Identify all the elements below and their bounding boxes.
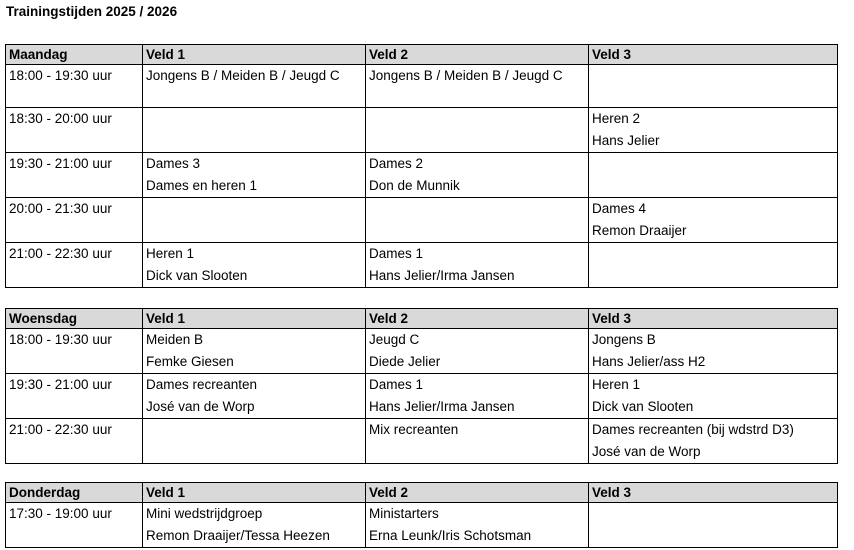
trainer-label: Hans Jelier/Irma Jansen bbox=[369, 399, 515, 414]
time-cell bbox=[6, 198, 143, 243]
trainer-label: Don de Munnik bbox=[369, 178, 460, 193]
team-label: Heren 1 bbox=[146, 246, 195, 261]
session-cell bbox=[589, 198, 838, 243]
trainer-label: Hans Jelier bbox=[592, 133, 660, 148]
session-cell bbox=[366, 374, 589, 419]
trainer-label: Hans Jelier/ass H2 bbox=[592, 354, 706, 369]
session-cell bbox=[366, 198, 589, 243]
time-cell bbox=[6, 329, 143, 374]
field-header: Veld 3 bbox=[589, 309, 838, 329]
field-header: Veld 2 bbox=[366, 483, 589, 503]
team-label: Jeugd C bbox=[369, 332, 420, 347]
schedule-table-maandag bbox=[5, 44, 838, 288]
field-header: Veld 2 bbox=[366, 45, 589, 65]
table-row bbox=[6, 198, 838, 243]
table-row bbox=[6, 503, 838, 548]
session-cell bbox=[589, 419, 838, 464]
session-cell bbox=[589, 243, 838, 288]
session-cell bbox=[366, 153, 589, 198]
team-label: Dames 1 bbox=[369, 377, 424, 392]
team-label: Dames recreanten bbox=[146, 377, 258, 392]
trainer-label: José van de Worp bbox=[592, 444, 701, 459]
field-header: Veld 3 bbox=[589, 45, 838, 65]
team-label: Dames recreanten (bij wdstrd D3) bbox=[592, 422, 794, 437]
field-header: Veld 1 bbox=[143, 309, 366, 329]
day-header: Donderdag bbox=[6, 483, 143, 503]
trainer-label: Dames en heren 1 bbox=[146, 178, 258, 193]
team-label: Heren 1 bbox=[592, 377, 641, 392]
time-label: 19:30 - 21:00 uur bbox=[9, 156, 112, 171]
page-title: Trainingstijden 2025 / 2026 bbox=[6, 4, 178, 19]
time-label: 17:30 - 19:00 uur bbox=[9, 506, 112, 521]
session-cell bbox=[143, 329, 366, 374]
time-label: 18:00 - 19:30 uur bbox=[9, 332, 112, 347]
session-cell bbox=[589, 329, 838, 374]
field-header: Veld 1 bbox=[143, 45, 366, 65]
team-label: Dames 3 bbox=[146, 156, 201, 171]
field-header: Veld 2 bbox=[366, 309, 589, 329]
team-label: Meiden B bbox=[146, 332, 204, 347]
trainer-label: José van de Worp bbox=[146, 399, 255, 414]
team-label: Dames 4 bbox=[592, 201, 647, 216]
time-label: 18:00 - 19:30 uur bbox=[9, 68, 112, 83]
trainer-label: Dick van Slooten bbox=[146, 268, 248, 283]
trainer-label: Hans Jelier/Irma Jansen bbox=[369, 268, 515, 283]
team-label: Heren 2 bbox=[592, 111, 641, 126]
session-cell bbox=[143, 374, 366, 419]
session-cell bbox=[589, 108, 838, 153]
field-header: Veld 1 bbox=[143, 483, 366, 503]
session-cell bbox=[366, 108, 589, 153]
trainer-label: Erna Leunk/Iris Schotsman bbox=[369, 528, 532, 543]
session-cell bbox=[589, 374, 838, 419]
team-label: Dames 2 bbox=[369, 156, 424, 171]
time-cell bbox=[6, 419, 143, 464]
session-cell bbox=[143, 243, 366, 288]
table-row bbox=[6, 153, 838, 198]
session-cell bbox=[366, 243, 589, 288]
field-header: Veld 3 bbox=[589, 483, 838, 503]
table-row bbox=[6, 419, 838, 464]
session-cell bbox=[143, 65, 366, 108]
trainer-label: Remon Draaijer bbox=[592, 223, 687, 238]
session-cell bbox=[589, 153, 838, 198]
session-cell bbox=[143, 153, 366, 198]
session-cell bbox=[589, 503, 838, 548]
team-label: Mini wedstrijdgroep bbox=[146, 506, 263, 521]
session-cell bbox=[589, 65, 838, 108]
header-row bbox=[6, 45, 838, 65]
schedule-table-donderdag bbox=[5, 482, 838, 548]
session-cell bbox=[143, 419, 366, 464]
day-header: Woensdag bbox=[6, 309, 143, 329]
session-cell bbox=[143, 108, 366, 153]
time-label: 21:00 - 22:30 uur bbox=[9, 422, 112, 437]
session-cell bbox=[366, 329, 589, 374]
team-label: Jongens B / Meiden B / Jeugd C bbox=[146, 68, 340, 83]
team-label: Jongens B bbox=[592, 332, 656, 347]
time-label: 19:30 - 21:00 uur bbox=[9, 377, 112, 392]
schedule-table-woensdag bbox=[5, 308, 838, 464]
team-label: Ministarters bbox=[369, 506, 439, 521]
time-cell bbox=[6, 153, 143, 198]
session-cell bbox=[143, 198, 366, 243]
table-row bbox=[6, 65, 838, 108]
session-cell bbox=[366, 65, 589, 108]
trainer-label: Femke Giesen bbox=[146, 354, 234, 369]
team-label: Mix recreanten bbox=[369, 422, 459, 437]
session-cell bbox=[143, 503, 366, 548]
time-label: 21:00 - 22:30 uur bbox=[9, 246, 112, 261]
header-row bbox=[6, 309, 838, 329]
time-label: 20:00 - 21:30 uur bbox=[9, 201, 112, 216]
table-row bbox=[6, 329, 838, 374]
trainer-label: Dick van Slooten bbox=[592, 399, 694, 414]
trainer-label: Remon Draaijer/Tessa Heezen bbox=[146, 528, 330, 543]
time-cell bbox=[6, 503, 143, 548]
time-cell bbox=[6, 374, 143, 419]
time-cell bbox=[6, 243, 143, 288]
header-row bbox=[6, 483, 838, 503]
table-row bbox=[6, 108, 838, 153]
day-header: Maandag bbox=[6, 45, 143, 65]
session-cell bbox=[366, 419, 589, 464]
team-label: Dames 1 bbox=[369, 246, 424, 261]
time-cell bbox=[6, 65, 143, 108]
session-cell bbox=[366, 503, 589, 548]
time-cell bbox=[6, 108, 143, 153]
trainer-label: Diede Jelier bbox=[369, 354, 441, 369]
team-label: Jongens B / Meiden B / Jeugd C bbox=[369, 68, 563, 83]
time-label: 18:30 - 20:00 uur bbox=[9, 111, 112, 126]
table-row bbox=[6, 374, 838, 419]
table-row bbox=[6, 243, 838, 288]
